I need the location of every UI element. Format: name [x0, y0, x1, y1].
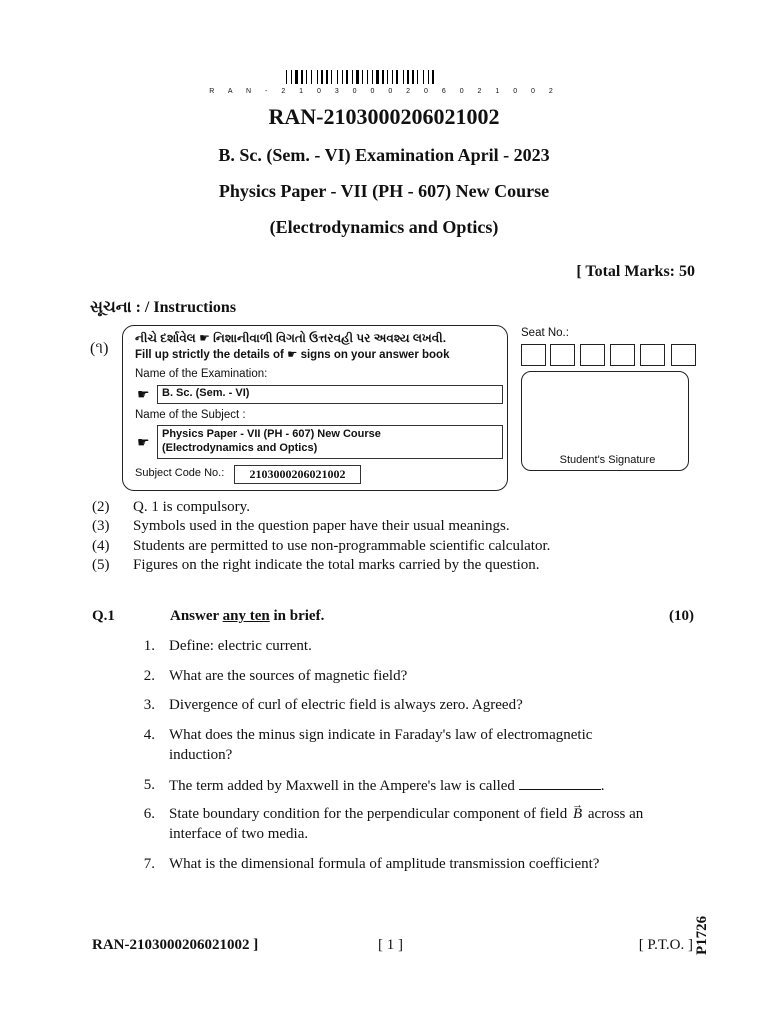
fill-in-blank	[519, 775, 601, 790]
barcode-bar	[337, 70, 338, 84]
sub-question-number: 2.	[143, 668, 155, 684]
sub-question-text: Define: electric current.	[169, 638, 312, 654]
question-label: Q.1	[92, 608, 115, 624]
instruction-item-number: (3)	[92, 518, 110, 534]
barcode-bar	[321, 70, 323, 84]
barcode-bar	[342, 70, 343, 84]
sub-question-number: 1.	[143, 638, 155, 654]
question-marks: (10)	[669, 608, 694, 624]
pointing-hand-icon: ☛	[137, 434, 150, 450]
sub-question-text-part: State boundary condition for the perpendicular component of field	[169, 806, 571, 822]
sub-question-text: What are the sources of magnetic field?	[169, 668, 408, 684]
sub-question-text-part: The term added by Maxwell in the Ampere's law is called	[169, 778, 519, 794]
seat-number-cell	[671, 344, 696, 366]
footer-exam-code: RAN-2103000206021002 ]	[92, 937, 259, 953]
barcode-bar	[417, 70, 418, 84]
barcode-bar	[432, 70, 434, 84]
exam-title: B. Sc. (Sem. - VI) Examination April - 2023	[218, 145, 550, 165]
instruction-box	[122, 325, 508, 491]
instruction-item-text: Students are permitted to use non-programmable scientific calculator.	[133, 538, 551, 554]
exam-code-title: RAN-2103000206021002	[268, 104, 500, 129]
gujarati-instruction: નીચે દર્શાવેલ ☛ નિશાનીવાળી વિગતો ઉત્તરવહી પર અવશ્ય લખવી.	[135, 331, 447, 345]
instruction-item-text: Symbols used in the question paper have their usual meanings.	[133, 518, 510, 534]
barcode-text: R A N - 2 1 0 3 0 0 0 2 0 6 0 2 1 0 0 2	[209, 88, 559, 95]
subject-code-field: 2103000206021002	[234, 465, 361, 484]
sub-question-text: What does the minus sign indicate in Faraday's law of electromagnetic induction?	[169, 727, 593, 763]
barcode-bar	[331, 70, 332, 84]
footer-page-number: [ 1 ]	[378, 937, 403, 953]
barcode-bar	[317, 70, 318, 84]
question-prompt	[170, 608, 324, 625]
subject-line-2: (Electrodynamics and Optics)	[162, 442, 318, 454]
subject-code-label: Subject Code No.:	[135, 467, 225, 479]
barcode-bar	[362, 70, 363, 84]
total-marks: [ Total Marks: 50	[576, 263, 695, 280]
instruction-item-text: Figures on the right indicate the total marks carried by the question.	[133, 557, 540, 573]
sub-question-number: 6.	[143, 806, 155, 822]
instructions-heading: સૂચના : / Instructions	[90, 299, 237, 316]
subject-line-1: Physics Paper - VII (PH - 607) New Course	[162, 428, 381, 440]
barcode	[286, 70, 504, 84]
barcode-bar	[301, 70, 303, 84]
barcode-bar	[326, 70, 328, 84]
exam-name-label: Name of the Examination:	[135, 368, 268, 380]
barcode-bar	[423, 70, 424, 84]
vector-symbol: → B	[571, 806, 584, 822]
sub-question-number: 7.	[143, 856, 155, 872]
exam-name-field: B. Sc. (Sem. - VI)	[157, 385, 503, 404]
sub-question-number: 5.	[143, 777, 155, 793]
prompt-text: Answer	[170, 608, 223, 624]
prompt-text: in brief.	[269, 608, 325, 624]
subject-field	[157, 425, 503, 459]
barcode-bar	[356, 70, 359, 84]
barcode-bar	[382, 70, 384, 84]
seat-number-cell	[521, 344, 546, 366]
barcode-bar	[367, 70, 368, 84]
sub-question-text-part: across an interface of two media.	[169, 806, 644, 842]
paper-title: Physics Paper - VII (PH - 607) New Course	[218, 181, 550, 201]
seat-number-cell	[550, 344, 575, 366]
sub-question-text	[169, 804, 654, 844]
side-paper-code: P1726	[694, 915, 710, 955]
barcode-bar	[286, 70, 287, 84]
barcode-bar	[291, 70, 292, 84]
sub-question-text: Divergence of curl of electric field is always zero. Agreed?	[169, 697, 523, 713]
instruction-number: (૧)	[90, 340, 109, 357]
barcode-bar	[396, 70, 398, 84]
sub-question-number: 4.	[143, 727, 155, 743]
barcode-bar	[407, 70, 409, 84]
barcode-bar	[428, 70, 429, 84]
barcode-bar	[346, 70, 348, 84]
barcode-bar	[376, 70, 379, 84]
seat-number-cell	[610, 344, 635, 366]
pointing-hand-icon: ☛	[137, 386, 150, 402]
instruction-item-number: (2)	[92, 499, 110, 515]
barcode-bar	[352, 70, 353, 84]
barcode-bar	[306, 70, 307, 84]
instruction-item-text: Q. 1 is compulsory.	[133, 499, 250, 515]
barcode-bar	[412, 70, 414, 84]
barcode-bar	[387, 70, 388, 84]
english-instruction: Fill up strictly the details of ☛ signs on your answer book	[135, 349, 450, 361]
sub-question-text-part: .	[600, 778, 605, 794]
instruction-item-number: (5)	[92, 557, 110, 573]
subject-label: Name of the Subject :	[135, 409, 246, 421]
prompt-underlined-text: any ten	[222, 608, 270, 624]
paper-subtitle: (Electrodynamics and Optics)	[269, 217, 499, 237]
seat-number-cell	[580, 344, 605, 366]
barcode-bar	[403, 70, 404, 84]
barcode-bar	[392, 70, 393, 84]
seat-number-label: Seat No.:	[521, 327, 569, 339]
sub-question-text: What is the dimensional formula of amplitude transmission coefficient?	[169, 856, 600, 872]
barcode-bar	[372, 70, 373, 84]
instruction-item-number: (4)	[92, 538, 110, 554]
signature-label: Student's Signature	[559, 454, 656, 466]
footer-pto: [ P.T.O. ]	[638, 937, 693, 953]
seat-number-cell	[640, 344, 665, 366]
barcode-bar	[295, 70, 298, 84]
barcode-bar	[311, 70, 312, 84]
sub-question-number: 3.	[143, 697, 155, 713]
sub-question-text	[169, 775, 669, 796]
